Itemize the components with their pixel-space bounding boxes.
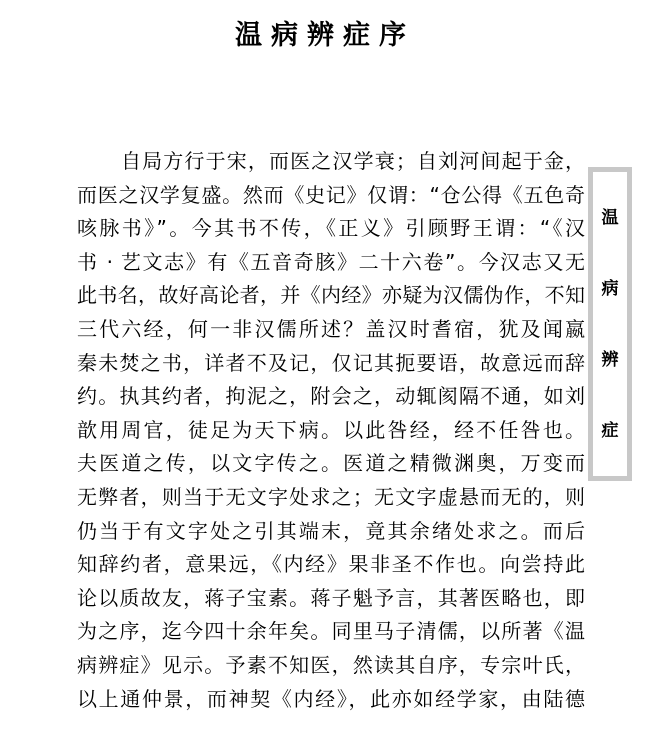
side-tab-char: 辨: [601, 349, 619, 370]
text-line: 病辨症》见示。予素不知医，然读其自序，专宗叶氏，: [77, 652, 585, 677]
chapter-side-tab[interactable]: [588, 167, 632, 481]
text-line: 为之序，迄今四十余年矣。同里马子清儒，以所著《温: [77, 619, 585, 644]
text-line: 书 · 艺文志》有《五音奇胲》二十六卷”。今汉志又无: [77, 249, 585, 274]
preface-body: [77, 145, 585, 716]
text-line: 仍当于有文字处之引其端末，竟其余绪处求之。而后: [77, 518, 585, 543]
text-line: 秦未焚之书，详者不及记，仅记其扼要语，故意远而辞: [77, 350, 585, 375]
side-tab-char: 病: [601, 278, 619, 299]
text-line: 咳脉书》”。今其书不传，《正义》引顾野王谓：“《汉: [77, 216, 585, 241]
text-line: 夫医道之传，以文字传之。医道之精微渊奥，万变而: [77, 451, 585, 476]
text-line: 而医之汉学复盛。然而《史记》仅谓：“仓公得《五色奇: [77, 182, 585, 207]
text-line: 歆用周官，徒足为天下病。以此咎经，经不任咎也。: [77, 417, 585, 442]
text-line: 此书名，故好高论者，并《内经》亦疑为汉儒伪作，不知: [77, 283, 585, 308]
side-tab-char: 症: [601, 420, 619, 441]
text-line: 自局方行于宋，而医之汉学衰；自刘河间起于金，: [121, 149, 585, 173]
text-line: 无弊者，则当于无文字处求之；无文字虚悬而无的，则: [77, 484, 585, 509]
text-line: 三代六经，何一非汉儒所述？盖汉时耆宿，犹及闻嬴: [77, 316, 585, 341]
text-line: 以上通仲景，而神契《内经》，此亦如经学家，由陆德: [77, 686, 585, 711]
text-line: 论以质故友，蒋子宝素。蒋子魁予言，其著医略也，即: [77, 585, 585, 610]
side-tab-char: 温: [601, 207, 619, 228]
text-line: 约。执其约者，拘泥之，附会之，动辄阂隔不通，如刘: [77, 384, 585, 409]
text-line: 知辞约者，意果远，《内经》果非圣不作也。向尝持此: [77, 552, 585, 577]
page-title: 温病辨症序: [235, 20, 415, 51]
